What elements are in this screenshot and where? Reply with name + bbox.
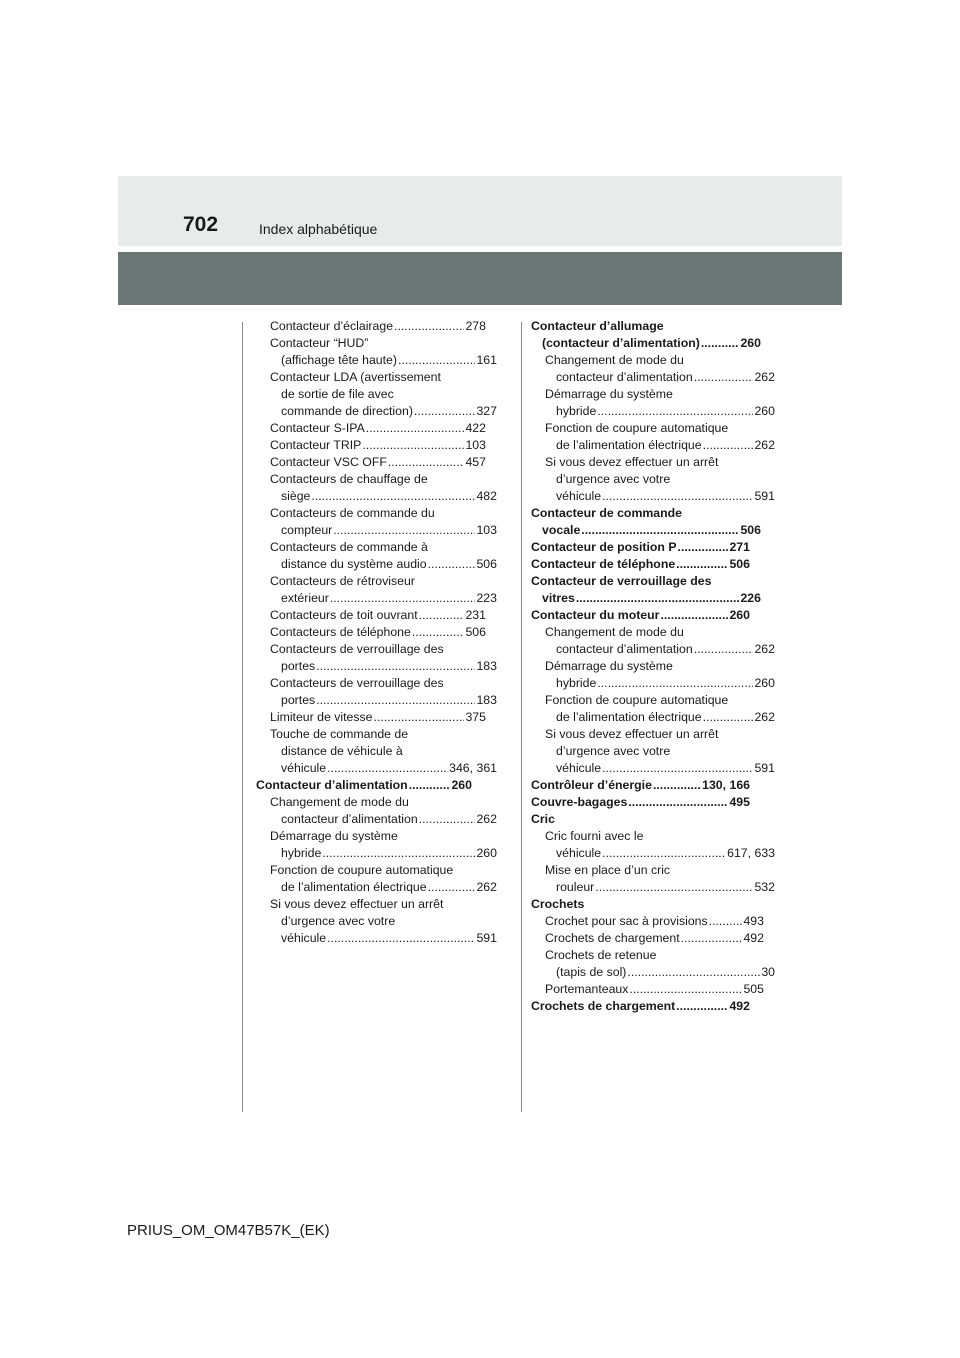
leader-dots [409, 777, 451, 794]
entry-text: contacteur d’alimentation [556, 642, 693, 656]
leader-dots [388, 454, 465, 471]
index-column-left [256, 318, 497, 947]
page-reference: 506 [729, 557, 750, 571]
leader-dots [628, 794, 728, 811]
index-entry [256, 828, 497, 862]
entry-text: Fonction de coupure automatique [270, 863, 454, 877]
page-reference: 262 [476, 812, 497, 826]
entry-text: d’urgence avec votre [556, 744, 671, 758]
entry-text: Contrôleur d’énergie [531, 778, 652, 792]
entry-text: Contacteurs de commande du [270, 506, 435, 520]
page-reference: 161 [476, 353, 497, 367]
index-entry [256, 454, 486, 471]
page-reference: 183 [476, 693, 497, 707]
page-reference: 493 [743, 914, 764, 928]
page-reference: 260 [476, 846, 497, 860]
entry-text: Si vous devez effectuer un arrêt [545, 727, 719, 741]
index-entry [256, 896, 497, 947]
page-reference: 327 [476, 404, 497, 418]
leader-dots [419, 607, 465, 624]
entry-text: véhicule [281, 761, 327, 775]
entry-text: Démarrage du système [545, 659, 673, 673]
index-entry [531, 658, 775, 692]
entry-text: véhicule [556, 761, 602, 775]
index-entry [531, 947, 775, 981]
leader-dots [681, 930, 743, 947]
entry-text: Cric [531, 812, 555, 826]
entry-text: Contacteur “HUD” [270, 336, 369, 350]
page-reference: 30 [761, 965, 775, 979]
entry-text: hybride [556, 676, 597, 690]
index-entry [256, 794, 497, 828]
index-entry [531, 556, 750, 573]
index-entry [531, 794, 750, 811]
page-reference: 482 [476, 489, 497, 503]
entry-text: Démarrage du système [545, 387, 673, 401]
page-reference: 130, 166 [702, 778, 750, 792]
leader-dots [676, 556, 728, 573]
index-entry [256, 709, 486, 726]
entry-text: Portemanteaux [545, 982, 629, 996]
entry-text: Touche de commande de [270, 727, 409, 741]
page-reference: 532 [754, 880, 775, 894]
entry-text: Si vous devez effectuer un arrêt [545, 455, 719, 469]
page-reference: 278 [465, 319, 486, 333]
page-reference: 271 [729, 540, 750, 554]
leader-dots [311, 488, 475, 505]
leader-dots [602, 488, 753, 505]
index-entry [256, 624, 486, 641]
page-reference: 591 [754, 761, 775, 775]
leader-dots [694, 641, 754, 658]
entry-text: Contacteur LDA (avertissement [270, 370, 441, 384]
entry-text: Contacteur d’alimentation [256, 778, 408, 792]
page-reference: 262 [754, 438, 775, 452]
section-title: Index alphabétique [259, 221, 378, 237]
entry-text: Contacteurs de rétroviseur [270, 574, 415, 588]
entry-text: hybride [556, 404, 597, 418]
page-reference: 492 [729, 999, 750, 1013]
index-entry [256, 862, 497, 896]
page-reference: 231 [465, 608, 486, 622]
entry-text: distance du système audio [281, 557, 427, 571]
index-entry [531, 607, 750, 624]
leader-dots [362, 437, 464, 454]
page-reference: 262 [476, 880, 497, 894]
index-entry [531, 930, 764, 947]
index-entry [531, 624, 775, 658]
leader-dots [678, 539, 729, 556]
page-reference: 505 [743, 982, 764, 996]
entry-text: commande de direction) [281, 404, 413, 418]
entry-text: de l’alimentation électrique [556, 710, 702, 724]
page-reference: 226 [740, 591, 761, 605]
page-reference: 617, 633 [727, 846, 775, 860]
leader-dots [374, 709, 465, 726]
leader-dots [414, 403, 476, 420]
leader-dots [602, 760, 753, 777]
entry-text: Fonction de coupure automatique [545, 693, 729, 707]
page-reference: 223 [476, 591, 497, 605]
page-reference: 375 [465, 710, 486, 724]
leader-dots [394, 318, 464, 335]
index-entry [531, 318, 761, 352]
entry-text: Contacteur VSC OFF [270, 455, 387, 469]
leader-dots [653, 777, 701, 794]
leader-dots [676, 998, 728, 1015]
entry-text: Contacteurs de verrouillage des [270, 642, 444, 656]
page-reference: 260 [740, 336, 761, 350]
entry-text: véhicule [281, 931, 327, 945]
entry-text: Cric fourni avec le [545, 829, 644, 843]
leader-dots [428, 556, 476, 573]
entry-text: Contacteur S-IPA [270, 421, 365, 435]
leader-dots [701, 335, 740, 352]
entry-text: Contacteur du moteur [531, 608, 660, 622]
index-entry [531, 811, 750, 828]
entry-text: Crochets de chargement [531, 999, 676, 1013]
entry-text: (contacteur d’alimentation) [542, 336, 700, 350]
page-reference: 591 [476, 931, 497, 945]
page-reference: 262 [754, 710, 775, 724]
entry-text: Mise en place d’un cric [545, 863, 671, 877]
entry-text: véhicule [556, 489, 602, 503]
entry-text: portes [281, 659, 316, 673]
leader-dots [316, 692, 475, 709]
entry-text: Crochets de chargement [545, 931, 680, 945]
index-entry [256, 726, 497, 777]
index-entry [256, 505, 497, 539]
header-band [118, 176, 842, 246]
document-code: PRIUS_OM_OM47B57K_(EK) [127, 1222, 330, 1239]
entry-text: Contacteur TRIP [270, 438, 362, 452]
index-entry [256, 318, 486, 335]
leader-dots [398, 352, 475, 369]
index-entry [531, 896, 750, 913]
index-entry [256, 335, 497, 369]
index-entry [256, 675, 497, 709]
leader-dots [597, 403, 753, 420]
leader-dots [330, 590, 476, 607]
leader-dots [597, 675, 753, 692]
entry-text: de l’alimentation électrique [556, 438, 702, 452]
leader-dots [703, 709, 754, 726]
index-entry [531, 386, 775, 420]
index-entry [531, 726, 775, 777]
page-reference: 262 [754, 642, 775, 656]
entry-text: Changement de mode du [545, 625, 684, 639]
page-reference: 506 [740, 523, 761, 537]
entry-text: portes [281, 693, 316, 707]
column-divider-left [242, 322, 243, 1112]
index-entry [531, 913, 764, 930]
entry-text: vitres [542, 591, 575, 605]
page-reference: 591 [754, 489, 775, 503]
leader-dots [629, 981, 742, 998]
entry-text: véhicule [556, 846, 602, 860]
entry-text: distance de véhicule à [281, 744, 403, 758]
entry-text: Contacteur d’allumage [531, 319, 664, 333]
index-entry [256, 471, 497, 505]
entry-text: Démarrage du système [270, 829, 398, 843]
leader-dots [366, 420, 465, 437]
leader-dots [694, 369, 754, 386]
entry-text: Contacteur de position P [531, 540, 677, 554]
page-reference: 260 [754, 404, 775, 418]
index-entry [531, 692, 775, 726]
entry-text: Crochets de retenue [545, 948, 657, 962]
index-entry [531, 454, 775, 505]
entry-text: contacteur d’alimentation [556, 370, 693, 384]
leader-dots [703, 437, 754, 454]
page-reference: 492 [743, 931, 764, 945]
entry-text: Crochet pour sac à provisions [545, 914, 708, 928]
entry-text: extérieur [281, 591, 329, 605]
index-entry [256, 641, 497, 675]
entry-text: Couvre-bagages [531, 795, 628, 809]
entry-text: Changement de mode du [270, 795, 409, 809]
entry-text: Contacteur de téléphone [531, 557, 676, 571]
entry-text: contacteur d’alimentation [281, 812, 418, 826]
index-entry [531, 573, 761, 607]
leader-dots [576, 590, 740, 607]
page-number: 702 [183, 213, 219, 236]
section-bar [118, 252, 842, 305]
entry-text: Contacteur de verrouillage des [531, 574, 712, 588]
entry-text: compteur [281, 523, 333, 537]
page-reference: 506 [476, 557, 497, 571]
entry-text: Contacteur de commande [531, 506, 683, 520]
page-reference: 103 [476, 523, 497, 537]
page-reference: 183 [476, 659, 497, 673]
entry-text: Si vous devez effectuer un arrêt [270, 897, 444, 911]
index-column-right [531, 318, 775, 1015]
page-reference: 495 [729, 795, 750, 809]
entry-text: Contacteurs de commande à [270, 540, 428, 554]
entry-text: d’urgence avec votre [556, 472, 671, 486]
leader-dots [327, 930, 475, 947]
leader-dots [412, 624, 465, 641]
index-entry [531, 777, 750, 794]
leader-dots [602, 845, 726, 862]
leader-dots [660, 607, 728, 624]
page-reference: 506 [465, 625, 486, 639]
entry-text: Contacteurs de chauffage de [270, 472, 428, 486]
index-entry [531, 420, 775, 454]
page-reference: 457 [465, 455, 486, 469]
leader-dots [709, 913, 743, 930]
entry-text: vocale [542, 523, 581, 537]
page-reference: 260 [729, 608, 750, 622]
entry-text: Contacteurs de téléphone [270, 625, 411, 639]
page-reference: 422 [465, 421, 486, 435]
index-entry [531, 352, 775, 386]
index-entry [256, 420, 486, 437]
entry-text: Limiteur de vitesse [270, 710, 373, 724]
index-entry [531, 981, 764, 998]
leader-dots [316, 658, 475, 675]
entry-text: de sortie de file avec [281, 387, 394, 401]
index-entry [256, 369, 497, 420]
page-reference: 260 [754, 676, 775, 690]
page-reference: 260 [451, 778, 472, 792]
index-entry [256, 539, 497, 573]
entry-text: hybride [281, 846, 322, 860]
entry-text: Contacteurs de verrouillage des [270, 676, 444, 690]
index-entry [531, 505, 761, 539]
index-entry [256, 777, 472, 794]
page-reference: 103 [465, 438, 486, 452]
entry-text: siège [281, 489, 311, 503]
leader-dots [333, 522, 475, 539]
leader-dots [428, 879, 476, 896]
index-entry [256, 573, 497, 607]
page-reference: 346, 361 [449, 761, 497, 775]
leader-dots [322, 845, 475, 862]
entry-text: Contacteur d’éclairage [270, 319, 394, 333]
entry-text: Crochets [531, 897, 585, 911]
index-entry [531, 998, 750, 1015]
index-entry [531, 828, 775, 862]
leader-dots [581, 522, 739, 539]
entry-text: rouleur [556, 880, 595, 894]
entry-text: Contacteurs de toit ouvrant [270, 608, 418, 622]
leader-dots [327, 760, 448, 777]
leader-dots [419, 811, 476, 828]
index-entry [531, 862, 775, 896]
entry-text: (affichage tête haute) [281, 353, 397, 367]
leader-dots [595, 879, 753, 896]
entry-text: d’urgence avec votre [281, 914, 396, 928]
entry-text: Changement de mode du [545, 353, 684, 367]
leader-dots [627, 964, 760, 981]
index-entry [256, 437, 486, 454]
index-entry [531, 539, 750, 556]
entry-text: Fonction de coupure automatique [545, 421, 729, 435]
entry-text: (tapis de sol) [556, 965, 627, 979]
column-divider-middle [521, 322, 522, 1112]
entry-text: de l’alimentation électrique [281, 880, 427, 894]
index-entry [256, 607, 486, 624]
page-reference: 262 [754, 370, 775, 384]
